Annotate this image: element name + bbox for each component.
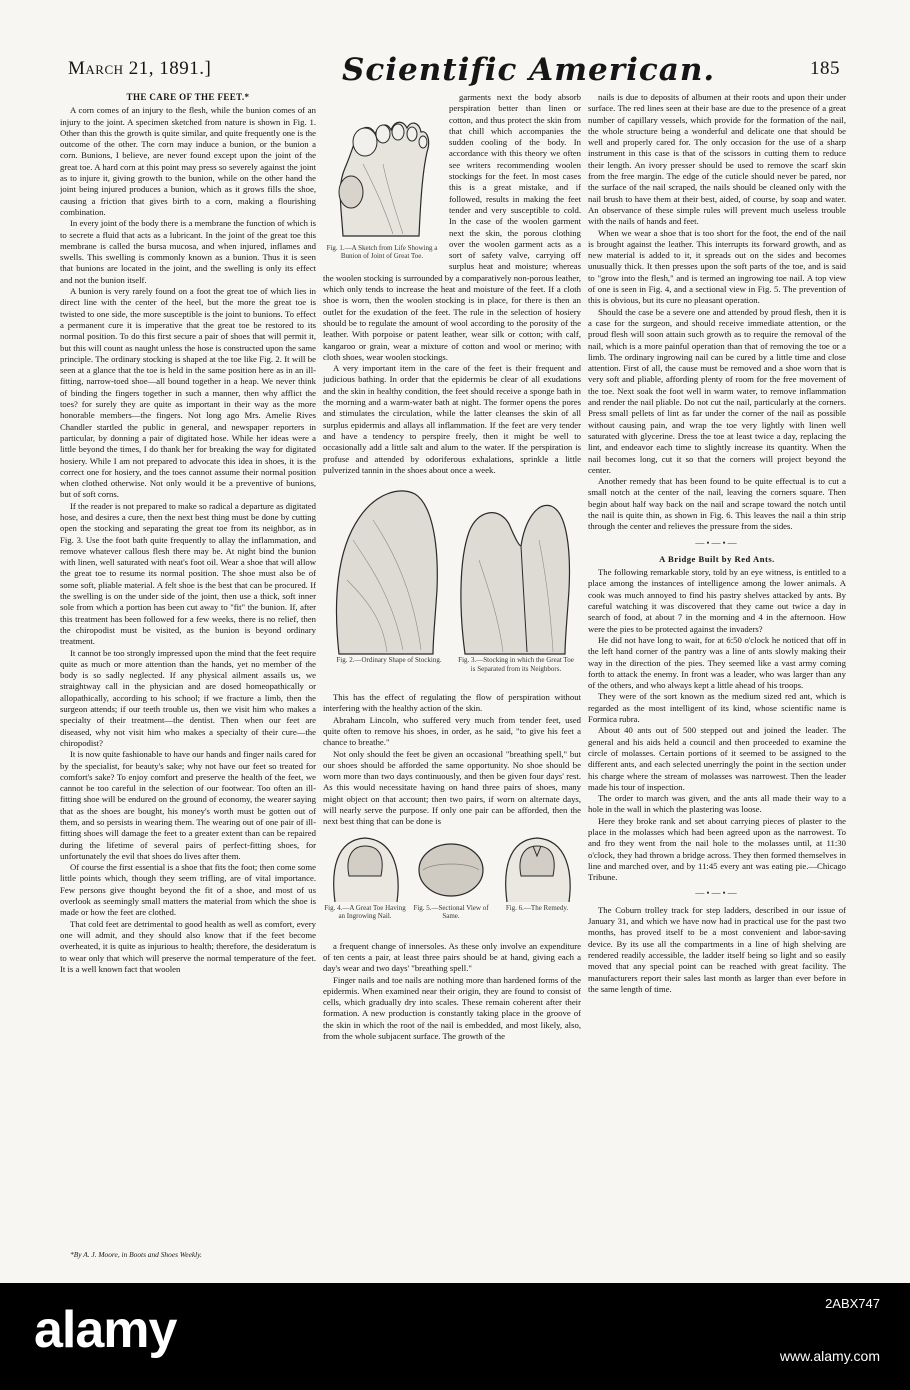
article-title-care-of-feet: THE CARE OF THE FEET.* xyxy=(126,92,250,102)
column-1 xyxy=(60,92,316,1271)
footnote: *By A. J. Moore, in Boots and Shoes Weekly. xyxy=(70,1250,202,1259)
paragraph: A corn comes of an injury to the flesh, while the bunion comes of an injury to the joint. A specimen sketched from nature is shown in Fig. 1. Other than this the growth is quite similar, and quite frequently one is the outcome of the other. The corn may induce a bunion, or the bunion a corn. Bunions, I believe, are never found except upon the joint of the great toe. A hard corn at this point may press so severely against the joint as to injure it, giving growth to the bunion, while on the other hand the joint being injured produces a bunion, which as it grows fills the shoe, causing a friction that gives birth to a corn, making a flourishing combination. xyxy=(60,105,316,217)
paragraph: Abraham Lincoln, who suffered very much from tender feet, used quite often to remove his shoes, in order, as he said, "to give his feet a chance to breathe." xyxy=(323,714,581,748)
section-separator: —•—•— xyxy=(695,888,739,899)
column-2 xyxy=(323,92,581,1271)
paragraph: garments next the body absorb perspiration better than linen or cotton, and thus protect the skin from that chill which accompanies the sudden cooling of the body. In accordance with this theory we often see writers recommending woolen stockings for the feet. In most cases this is a great mistake, and if followed, results in making the feet tender and very susceptible to cold. In the case of the woolen garment next the skin, the porous clothing over the woolen garment acts as a sort of safety valve, carrying off surplus heat and moisture; whereas the woolen stocking is surrounded by a comparatively non-porous leather, which only tends to increase the heat and moisture of the feet. If a cloth shoe is worn, then the woolen stocking is in place, for there is then an outlet for the exudation of the feet. The rule in the selection of hosiery should be to regulate the amount of wool according to the porosity of the leather. With porpoise or patent leather, wear silk or cotton; with calf, kangaroo or grain, wear a mixture of cotton and wool or merino; with cloth shoes, wear woolen stockings. xyxy=(323,92,581,362)
figures-2-3-stockings xyxy=(323,480,581,688)
article-title-bridge-by-ants: A Bridge Built by Red Ants. xyxy=(659,553,775,564)
paragraph: It cannot be too strongly impressed upon the mind that the feet require quite as much or more attention than the hands, yet no member of the body is so sadly neglected. If any physical ailment assails us, we straightway call in the physician and are dosed homeopathically or allopathically, according to his school; if we fracture a limb, then the surgeon attends; if our teeth trouble us, then we visit him who makes a specialty of their treatment—the dentist. Then when our feet are diseased, why not visit him who makes a specialty of their cure—the chiropodist? xyxy=(60,647,316,748)
paragraph: Should the case be a severe one and attended by proud flesh, then it is a case for the surgeon, and should receive immediate attention, or the proud flesh will soon attain such growth as to require the removal of the nail, which is a more painful operation than that of removing the toe or a limb. The ordinary ingrowing nail can be cured by a little time and close attention. First of all, the cause must be removed and a shoe worn that is very soft and pliable, affording plenty of room for the free movement of the toe. Next soak the foot well in warm water, to remove inflammation and render the nail pliable. Do not cut the nail, particularly at the corners. Press small pellets of lint as far under the corner of the nail as possible without causing pain, and wrap the toe very lightly with linen well saturated with glycerine. Dress the toe at least twice a day, replacing the lint, and endeavor each time to slightly increase its quantity. When the nail becomes long, cut it so that the corners will project beyond the center. xyxy=(588,306,846,475)
paragraph: When we wear a shoe that is too short for the foot, the end of the nail is brought against the leather. This interrupts its forward growth, and as new material is added to it, it spreads out on the sides and becomes unusually thick. It then presses upon the soft parts of the toe, and is said to "grow into the flesh," and is termed an ingrowing toe nail. A top view of one is seen in Fig. 4, and a sectional view in Fig. 5. The prevention of this is obvious, but its cure no pleasant operation. xyxy=(588,227,846,306)
paragraph: The order to march was given, and the ants all made their way to a hole in the wall in which the plastering was loose. xyxy=(588,793,846,815)
paragraph: This has the effect of regulating the flow of perspiration without interfering with the healthy action of the skin. xyxy=(323,692,581,714)
paragraph: If the reader is not prepared to make so radical a departure as digitated hose, and desires a cure, then the next best thing must be done by cutting open the stocking and separating the great toe from its neighbor, as in Fig. 3. Use the foot bath quite frequently to allay the inflammation, and remove whatever callous flesh there may be. At night bind the bunion with linen, well saturated with neat's foot oil. Wear a shoe that will allow the great toe to resume its normal position. The shoe must also be of some soft, pliable material. A felt shoe is the best that can be procured. If the swelling is on the under side of the joint, then use a thick, soft inner sole from which a portion has been cut away to "fit" the bunion. If, after this treatment has been followed for a few weeks, there is no relief, then the chiropodist must be visited, as the bunion is beyond ordinary treatment. xyxy=(60,500,316,647)
paragraph: a frequent change of innersoles. As these only involve an expenditure of ten cents a pair, at least three pairs should be at hand, giving each a day's wear and two days' "breathing spell." xyxy=(323,940,581,974)
figures-4-5-6-toe-nails xyxy=(323,832,581,937)
figure-1-caption: Fig. 1.—A Sketch from Life Showing a Bunion of Joint of Great Toe. xyxy=(326,244,438,261)
column-3 xyxy=(588,92,846,1271)
paragraph: He did not have long to wait, for at 6:50 o'clock he noticed that off in the left hand corner of the pantry was a line of ants slowly making their way in the direction of the pies. They seemed like a vast army coming forth to attack the enemy. In front was a leader, who was larger than any of the others, and who always kept a little ahead of his troops. xyxy=(588,634,846,691)
paragraph: In every joint of the body there is a membrane the function of which is to secrete a fluid that acts as a lubricant. In the joint of the great toe this membrane is called the bursa mucosa, and when injured, inflames and swells. This swelling is commonly known as a bunion. Thus it is seen that bunions are located in the joint, and the swelling is only its effect and not the bunion itself. xyxy=(60,218,316,285)
paragraph: Here they broke rank and set about carrying pieces of plaster to the place in the molasses which had been agreed upon as the narrowest. To and fro they went from the nail hole to the molasses until, at 11:30 o'clock, they had thrown a bridge across. They then formed themselves in line and marched over, and by 11:45 every ant was eating pie.—Chicago Tribune. xyxy=(588,815,846,883)
figure-1-bunion-sketch xyxy=(323,94,441,261)
paragraph: It is now quite fashionable to have our hands and finger nails cared for by the specialist, for beauty's sake; why not have our feet so treated for comfort's sake? To enjoy comfort and preserve the health of the feet, we cannot be too careful in the selection of our footwear. Too often an ill-fitting shoe will be endured on the ground of economy, the wearer saying that as the shoes are bought, his money's worth must be gotten out of them, and so persists in wearing them. The wearing out of one pair of ill-fitting shoes will damage the feet to a greater extent than can be repaired during the lifetime of several pairs of perfect-fitting shoes, for unfortunately the evil that shoes do lives after them. xyxy=(60,749,316,861)
foot-sketch-illustration xyxy=(323,94,441,244)
paragraph: About 40 ants out of 500 stepped out and joined the leader. The general and his aids held a council and then proceeded to examine the circle of molasses. Certain portions of it seemed to be assigned to the different ants, and each selected unerringly the point in the section under his charge where the stream of molasses was narrowest. Then the leader made his tour of inspection. xyxy=(588,725,846,792)
paragraph: Finger nails and toe nails are nothing more than hardened forms of the epidermis. When examined near their origin, they are found to consist of cells, which gradually dry into scales. These remain coherent after their formation. A new production is constantly taking place in the groove of the skin in which the root of the nail is embedded, and most likely, also, from the whole subjacent surface. The growth of the xyxy=(323,974,581,1042)
paragraph: The following remarkable story, told by an eye witness, is entitled to a place among the instances of intelligence among the lower animals. A cook was much annoyed to find his pastry shelves attacked by ants. By careful watching it was discovered that they came out twice a day in search of food, at about 7 in the morning and 4 in the afternoon. How were the pies to be protected against the invaders? xyxy=(588,567,846,634)
paragraph: Of course the first essential is a shoe that fits the foot; then come some little points which, though they seem trifling, are of vital importance. Few persons give thought beyond the fit of a shoe, and most of us overlook as seemingly small matters the material from which the shoe is made or how the feet are clothed. xyxy=(60,862,316,918)
figure-2-caption: Fig. 2.—Ordinary Shape of Stocking. xyxy=(336,656,442,665)
paragraph: Not only should the feet be given an occasional "breathing spell," but our shoes should be afforded the same opportunity. No shoe should be worn more than two days continuously, and then be given four days' rest. As this would necessitate having on hand three pairs of shoes, many might object on that account; then two pairs, if worn on alternate days, will nearly serve the purpose. If only one pair can be afforded, then the next best thing that can be done is xyxy=(323,748,581,827)
figure-5-caption: Fig. 5.—Sectional View of Same. xyxy=(413,903,489,921)
image-id: 2ABX747 xyxy=(825,1296,880,1311)
paragraph: They were of the sort known as the medium sized red ant, which is regarded as the most intelligent of its kind, whose scientific name is Formica rubra. xyxy=(588,691,846,725)
stocking-illustrations xyxy=(323,480,581,656)
section-separator: —•—•— xyxy=(695,537,739,548)
figure-3-caption: Fig. 3.—Stocking in which the Great Toe is Separated from its Neighbors. xyxy=(458,656,574,673)
paragraph: A very important item in the care of the feet is their frequent and judicious bathing. In order that the epidermis be clear of all exudations and the skin in healthy condition, the feet should receive a sponge bath in the morning and a warm-water bath at night. The former opens the pores and stimulates the circulation, while the latter cleanses the skin of all surplus epidermis and allays all inflammation. If the feet are very tender and have a tendency to perspire freely, then it might be well to occasionally add a little salt and alum to the water. If the perspiration is profuse and attended by odoriferous exhalations, sprinkle a little pulverized tannin in the shoes about once a week. xyxy=(323,363,581,475)
paragraph: The Coburn trolley track for step ladders, described in our issue of January 31, and which we have now had in practical use for the past two months, has proved itself to be a most convenient and labor-saving device. By its use all the compartments in a line of high shelving are rendered readily accessible, the ladder itself being so light and so easily moved that any special point can be reached with great facility. The manufacturers report their sales last month as larger than ever before in the same length of time. xyxy=(588,904,846,994)
alamy-logo: alamy xyxy=(34,1301,177,1359)
issue-date: March 21, 1891.] xyxy=(68,58,212,79)
paragraph: That cold feet are detrimental to good health as well as comfort, every one will admit, and they should also know that if the feet become overheated, it is quite as injurious to health; therefore, the desideratum is to wear only that which will preserve the normal temperature of the feet. It is a well known fact that woolen xyxy=(60,918,316,974)
paragraph: Another remedy that has been found to be quite effectual is to cut a small notch at the center of the nail, leaving the corners square. Then begin about half way back on the nail and scrape toward the notch until the nail is quite thin, as shown in Fig. 6. This leaves the nail a thin strip through the center and relieves the pressure from the sides. xyxy=(588,476,846,532)
paragraph: nails is due to deposits of albumen at their roots and upon their under surface. The red lines seen at their base are due to the presence of a great number of capillary vessels, which provide for the formation of the nail, the whole structure being a wonderful and delicate one that should be well and properly cared for. The only occasion for the use of a sharp instrument in this case is that of the scissors in cutting them to reduce their length. An ivory presser should be used to remove the scarf skin from the free margin. The edge of the cuticle should never be pared, nor the surface of the nail scraped, the nails should be cleaned only with the nail brush to have them at their best, aided, of course, by soap and water. An observance of these simple rules will prevent much useless trouble with the nails of hands and feet. xyxy=(588,92,846,227)
figure-6-caption: Fig. 6.—The Remedy. xyxy=(505,903,569,912)
page-number: 185 xyxy=(810,58,840,79)
masthead-title: Scientific American. xyxy=(342,52,716,88)
figure-4-caption: Fig. 4.—A Great Toe Having an Ingrowing Nail. xyxy=(324,903,406,921)
toe-nail-illustrations xyxy=(323,832,581,904)
paragraph: A bunion is very rarely found on a foot the great toe of which lies in direct line with the center of the heel, but the more the great toe is twisted to one side, the more susceptible is the joint to bunions. To effect a permanent cure it is imperative that the great toe be restored to its normal position. To do this first secure a pair of shoes that will permit it, but this will count as naught unless the hose is constructed upon the same principle. The ordinary stocking is shaped at the toe like Fig. 2. It will be seen at a glance that the toe is held in the same position here as in an ill-fitting, narrow-toed shoe—all bound together in a heap. We never think of binding the fingers together in such a manner, then why afflict the toes? for surely they are quite as important in their way as the more honorable members—the fingers. Not long ago Mrs. Amelie Rives Chandler startled the public in general, and newspaper reporters in particular, by donning a pair of digitated hose. While her ideas were a little beyond the times, I do thank her for breaking the way for digitated hosiery. While I am not prepared to advocate this idea in shoes, it is the correct one for hosiery, and the toes cannot assume their normal position when clothed otherwise. Not only would it be a preventive of bunions, but of soft corns. xyxy=(60,286,316,500)
site-url: www.alamy.com xyxy=(779,1348,880,1364)
